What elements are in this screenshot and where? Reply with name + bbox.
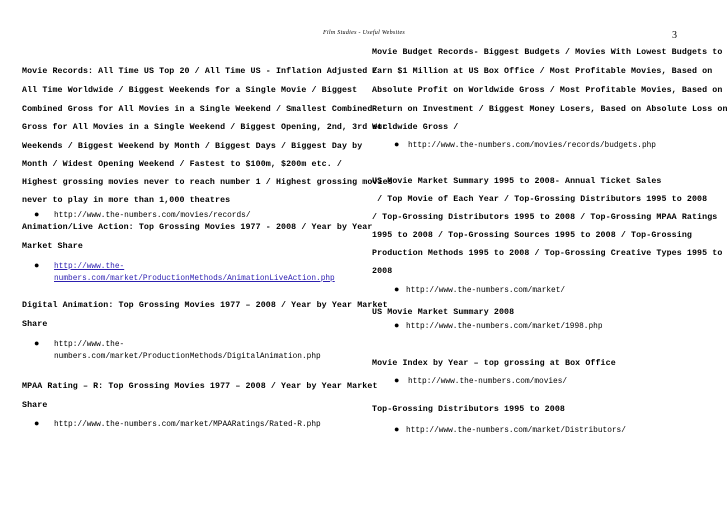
bullet-icon: ● (34, 261, 40, 271)
summary-line: US Movie Market Summary 1995 to 2008- Annual Ticket Sales (372, 177, 662, 186)
bullet-icon: ● (394, 376, 400, 386)
animation-live-line: Market Share (22, 242, 83, 251)
mpaa-line: Share (22, 401, 48, 410)
summary-line: 1995 to 2008 / Top-Grossing Sources 1995 to 2008 / Top-Grossing (372, 231, 692, 240)
summary-line: Production Methods 1995 to 2008 / Top-Grossing Creative Types 1995 to (372, 249, 723, 258)
digital-animation-line: Share (22, 320, 48, 329)
movie-records-line: Highest grossing movies never to reach number 1 / Highest grossing movies (22, 178, 393, 187)
budget-line: Absolute Profit on Worldwide Gross / Most Profitable Movies, Based on (372, 86, 723, 95)
movie-index-link[interactable]: http://www.the-numbers.com/movies/ (408, 378, 568, 386)
animation-live-line: Animation/Live Action: Top Grossing Movies 1977 - 2008 / Year by Year (22, 223, 373, 232)
bullet-icon: ● (34, 339, 40, 349)
budget-line: Worldwide Gross / (372, 123, 459, 132)
bullet-icon: ● (34, 419, 40, 429)
bullet-icon: ● (394, 321, 400, 331)
movie-records-line: Month / Widest Opening Weekend / Fastest to $100m, $200m etc. / (22, 160, 342, 169)
movie-records-line: Gross for All Movies in a Single Weekend / Biggest Opening, 2nd, 3rd etc. (22, 123, 393, 132)
summary-2008-title: US Movie Market Summary 2008 (372, 308, 515, 317)
movie-records-line: Weekends / Biggest Weekend by Month / Biggest Days / Biggest Day by (22, 142, 363, 151)
mpaa-line: MPAA Rating – R: Top Grossing Movies 1977 – 2008 / Year by Year Market (22, 382, 378, 391)
records-link[interactable]: http://www.the-numbers.com/movies/records/ (54, 212, 251, 220)
movie-records-line: never to play in more than 1,000 theatres (22, 196, 231, 205)
summary-line: / Top Movie of Each Year / Top-Grossing Distributors 1995 to 2008 (372, 195, 708, 204)
market-link[interactable]: http://www.the-numbers.com/market/ (406, 287, 566, 295)
digital-animation-link[interactable]: http://www.the- (54, 341, 125, 349)
movie-records-line: All Time Worldwide / Biggest Weekends for a Single Movie / Biggest (22, 86, 358, 95)
movie-records-line: Movie Records: All Time US Top 20 / All Time US - Inflation Adjusted / (22, 67, 378, 76)
running-header: Film Studies - Useful Websites (322, 30, 406, 36)
summary-line: / Top-Grossing Distributors 1995 to 2008 / Top-Grossing MPAA Ratings (372, 213, 718, 222)
page-number: 3 (672, 30, 677, 41)
bullet-icon: ● (34, 210, 40, 220)
budget-line: Movie Budget Records- Biggest Budgets / Movies With Lowest Budgets to (372, 48, 723, 57)
movie-index-title: Movie Index by Year – top grossing at Box Office (372, 359, 616, 368)
budget-line: Earn $1 Million at US Box Office / Most Profitable Movies, Based on (372, 67, 713, 76)
digital-animation-line: Digital Animation: Top Grossing Movies 1977 – 2008 / Year by Year Market (22, 301, 388, 310)
digital-animation-link[interactable]: numbers.com/market/ProductionMethods/DigitalAnimation.php (54, 353, 321, 361)
bullet-icon: ● (394, 425, 400, 435)
distributors-link[interactable]: http://www.the-numbers.com/market/Distributors/ (406, 427, 626, 435)
animation-live-link[interactable]: numbers.com/market/ProductionMethods/AnimationLiveAction.php (54, 275, 335, 283)
budget-line: Return on Investment / Biggest Money Losers, Based on Absolute Loss on (372, 105, 728, 114)
summary-line: 2008 (372, 267, 393, 276)
summary-2008-link[interactable]: http://www.the-numbers.com/market/1998.php (406, 323, 603, 331)
animation-live-link[interactable]: http://www.the- (54, 263, 125, 271)
distributors-title: Top-Grossing Distributors 1995 to 2008 (372, 405, 565, 414)
bullet-icon: ● (394, 285, 400, 295)
bullet-icon: ● (394, 140, 400, 150)
budget-link[interactable]: http://www.the-numbers.com/movies/records/budgets.php (408, 142, 656, 150)
mpaa-link[interactable]: http://www.the-numbers.com/market/MPAARatings/Rated-R.php (54, 421, 321, 429)
movie-records-line: Combined Gross for All Movies in a Single Weekend / Smallest Combined (22, 105, 373, 114)
